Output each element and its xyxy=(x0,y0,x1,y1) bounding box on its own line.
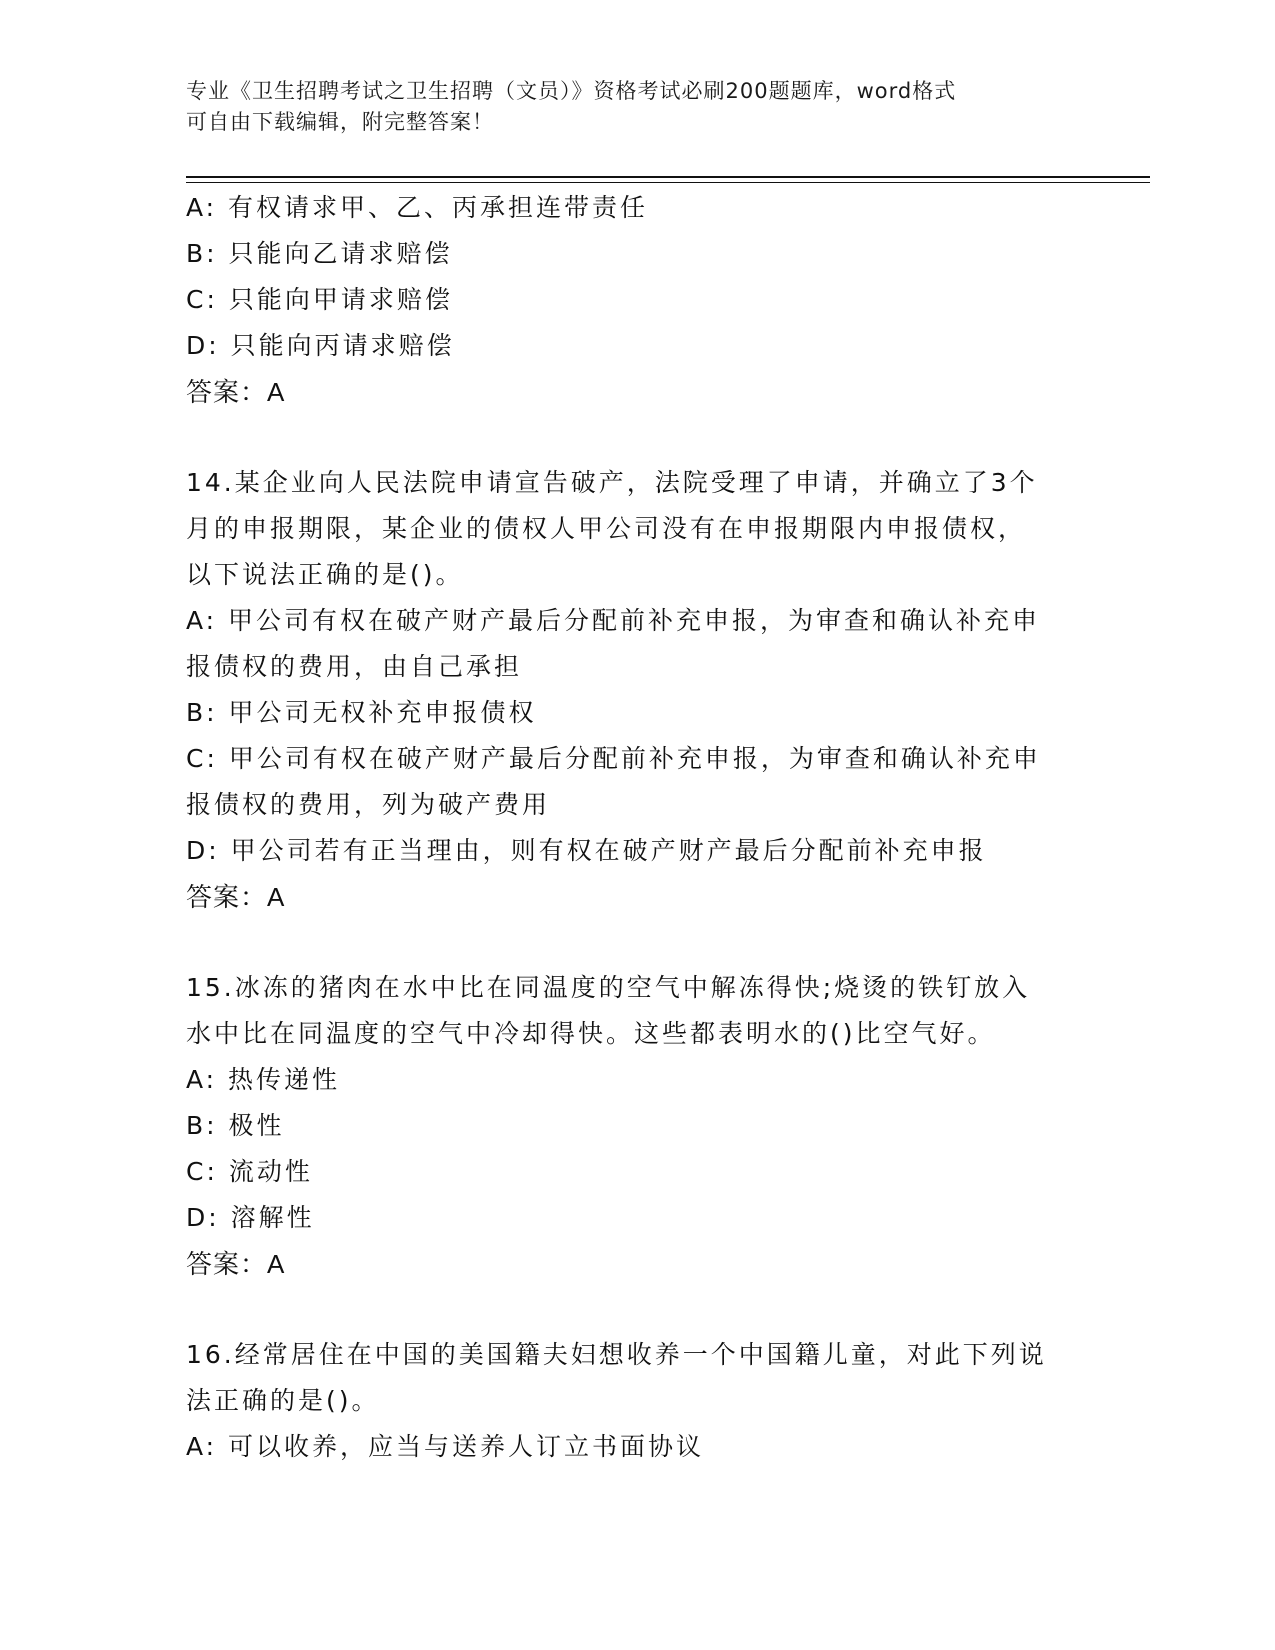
option-a: A: 热传递性 xyxy=(186,1065,341,1094)
header-divider xyxy=(186,176,1150,178)
question-13 xyxy=(186,185,1086,415)
question-16 xyxy=(186,1332,1086,1470)
option-a: A: 有权请求甲、乙、丙承担连带责任 xyxy=(186,193,649,222)
option-d: D: 甲公司若有正当理由，则有权在破产财产最后分配前补充申报 xyxy=(186,836,987,865)
question-stem: 15.冰冻的猪肉在水中比在同温度的空气中解冻得快;烧烫的铁钉放入 xyxy=(186,973,1031,1002)
option-c-cont: 报债权的费用，列为破产费用 xyxy=(186,790,551,819)
question-stem: 14.某企业向人民法院申请宣告破产，法院受理了申请，并确立了3个 xyxy=(186,468,1038,497)
question-stem: 水中比在同温度的空气中冷却得快。这些都表明水的()比空气好。 xyxy=(186,1019,996,1048)
question-15 xyxy=(186,965,1086,1287)
option-c: C: 只能向甲请求赔偿 xyxy=(186,285,453,314)
option-a: A: 可以收养，应当与送养人订立书面协议 xyxy=(186,1432,705,1461)
question-stem: 16.经常居住在中国的美国籍夫妇想收养一个中国籍儿童，对此下列说 xyxy=(186,1340,1047,1369)
document-body xyxy=(186,185,1086,1470)
option-d: D: 溶解性 xyxy=(186,1203,315,1232)
option-b: B: 只能向乙请求赔偿 xyxy=(186,239,453,268)
question-stem: 以下说法正确的是()。 xyxy=(186,560,464,589)
answer: 答案：A xyxy=(186,377,286,407)
question-stem: 月的申报期限，某企业的债权人甲公司没有在申报期限内申报债权， xyxy=(186,514,1027,543)
header-divider-thin xyxy=(186,182,1150,183)
question-14 xyxy=(186,460,1086,920)
option-c: C: 甲公司有权在破产财产最后分配前补充申报，为审查和确认补充申 xyxy=(186,744,1041,773)
answer: 答案：A xyxy=(186,882,286,912)
option-b: B: 极性 xyxy=(186,1111,285,1140)
option-a-cont: 报债权的费用，由自己承担 xyxy=(186,652,523,681)
document-header xyxy=(186,76,1086,138)
header-line: 可自由下载编辑，附完整答案！ xyxy=(186,110,494,134)
option-c: C: 流动性 xyxy=(186,1157,313,1186)
option-a: A: 甲公司有权在破产财产最后分配前补充申报，为审查和确认补充申 xyxy=(186,606,1041,635)
answer: 答案：A xyxy=(186,1249,286,1279)
question-stem: 法正确的是()。 xyxy=(186,1386,380,1415)
option-b: B: 甲公司无权补充申报债权 xyxy=(186,698,537,727)
header-line: 专业《卫生招聘考试之卫生招聘（文员）》资格考试必刷200题题库，word格式 xyxy=(186,79,957,103)
option-d: D: 只能向丙请求赔偿 xyxy=(186,331,455,360)
